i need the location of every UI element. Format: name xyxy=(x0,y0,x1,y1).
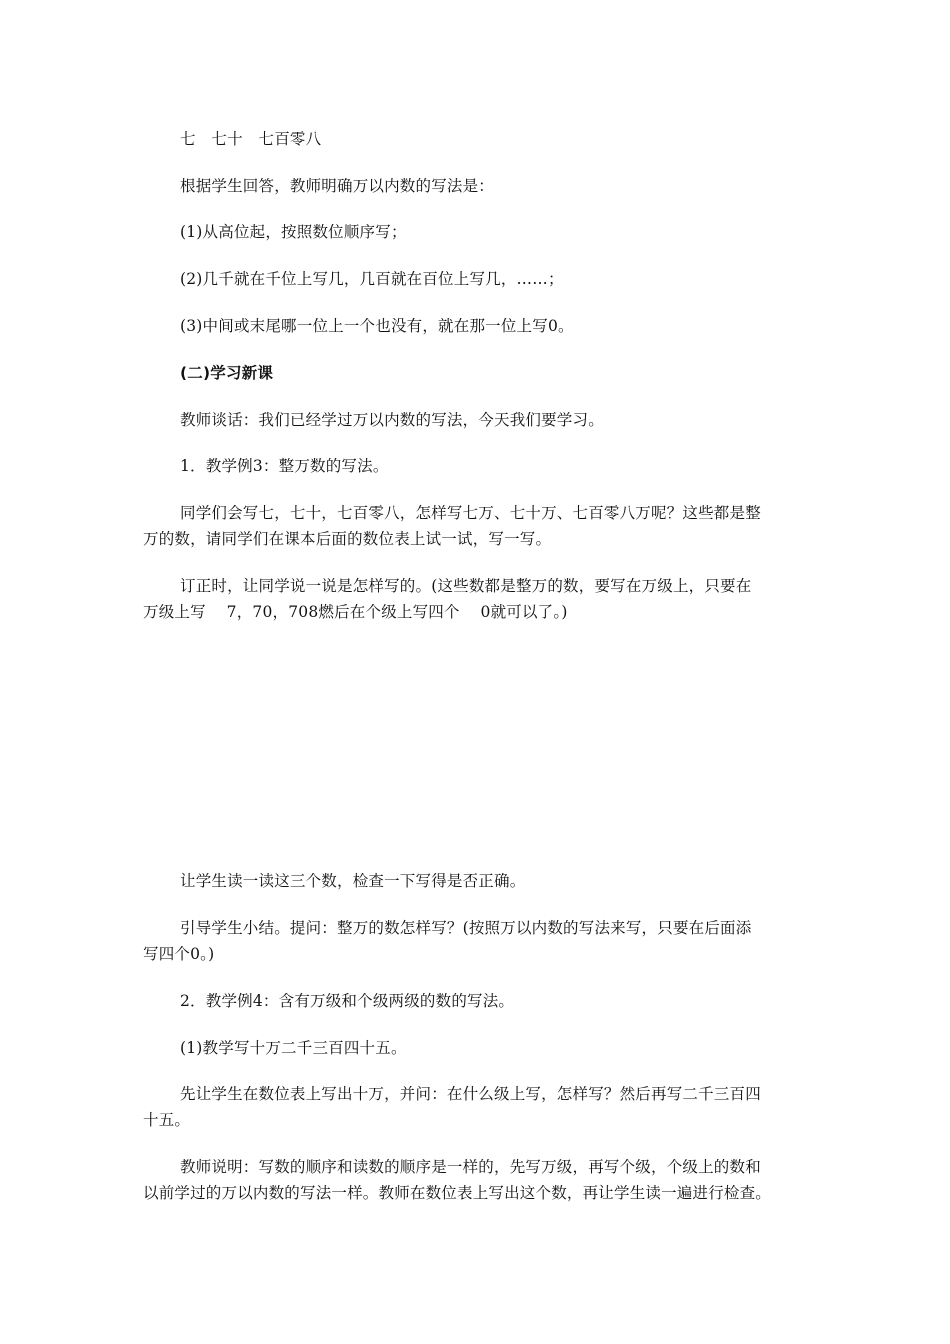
paragraph-example-3-line-2: 万的数，请同学们在课本后面的数位表上试一试，写一写。 xyxy=(143,530,552,548)
paragraph-teacher-talk: 教师谈话：我们已经学过万以内数的写法，今天我们要学习。 xyxy=(180,411,604,429)
paragraph-summary-line-2: 写四个0。) xyxy=(143,945,215,963)
rule-item-2: (2)几千就在千位上写几，几百就在百位上写几，……； xyxy=(180,270,564,288)
example-4-item-1: (1)教学写十万二千三百四十五。 xyxy=(180,1039,407,1057)
paragraph-summary-line-1: 引导学生小结。提问：整万的数怎样写？(按照万以内数的写法来写，只要在后面添 xyxy=(180,919,752,937)
paragraph-explain-line-2: 以前学过的万以内数的写法一样。教师在数位表上写出这个数，再让学生读一遍进行检查。 xyxy=(143,1184,772,1202)
rule-item-3: (3)中间或末尾哪一位上一个也没有，就在那一位上写0。 xyxy=(180,317,574,335)
paragraph-teacher-summary: 根据学生回答，教师明确万以内数的写法是： xyxy=(180,177,495,195)
paragraph-write-line-1: 先让学生在数位表上写出十万，并问：在什么级上写，怎样写？然后再写二千三百四 xyxy=(180,1085,761,1103)
example-4-heading: 2．教学例4：含有万级和个级两级的数的写法。 xyxy=(180,992,515,1010)
paragraph-correction-line-1: 订正时，让同学说一说是怎样写的。(这些数都是整万的数，要写在万级上，只要在 xyxy=(180,577,752,595)
paragraph-write-line-2: 十五。 xyxy=(143,1111,191,1129)
number-examples-line: 七 七十 七百零八 xyxy=(180,130,322,148)
paragraph-explain-line-1: 教师说明：写数的顺序和读数的顺序是一样的，先写万级，再写个级，个级上的数和 xyxy=(180,1158,761,1176)
paragraph-correction-line-2: 万级上写 7，70，708燃后在个级上写四个 0就可以了。) xyxy=(143,603,568,621)
paragraph-read-check: 让学生读一读这三个数，检查一下写得是否正确。 xyxy=(180,872,526,890)
section-heading: (二)学习新课 xyxy=(180,364,274,382)
example-3-heading: 1．教学例3：整万数的写法。 xyxy=(180,457,389,475)
rule-item-1: (1)从高位起，按照数位顺序写； xyxy=(180,223,407,241)
paragraph-example-3-line-1: 同学们会写七，七十，七百零八，怎样写七万、七十万、七百零八万呢？这些都是整 xyxy=(180,504,761,522)
